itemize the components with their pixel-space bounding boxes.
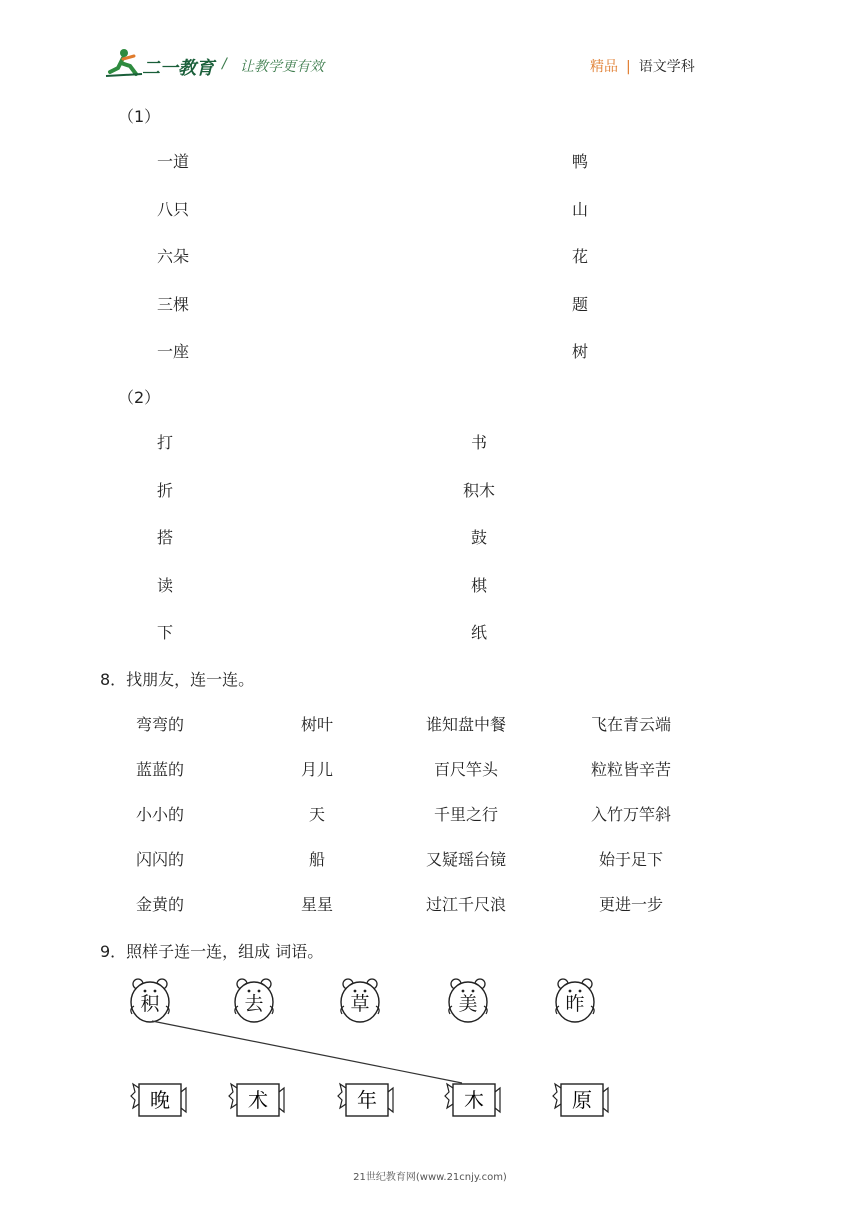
section2-right-item: 积木 [462, 480, 495, 500]
section1-right-item: 树 [572, 342, 589, 361]
hamster-char-card [556, 979, 594, 1022]
q8-col3-item: 百尺竿头 [433, 760, 498, 779]
top-char: 昨 [565, 993, 585, 1015]
q8-col1-item: 小小的 [135, 805, 184, 824]
q8-col4-item: 入竹万竿斜 [590, 805, 671, 824]
q8-col2-item: 船 [308, 850, 325, 869]
q8-col2-item: 树叶 [300, 715, 333, 734]
q8-col3-item: 又疑瑶台镜 [425, 850, 506, 869]
scroll-char-card [338, 1084, 393, 1116]
subject-label [590, 56, 695, 76]
hamster-char-card [341, 979, 379, 1022]
label-divider: | [626, 59, 631, 75]
bottom-char: 晚 [150, 1088, 170, 1112]
section1-right-item: 题 [572, 294, 589, 314]
q8-col2-item: 星星 [300, 895, 333, 914]
section1-right-item: 鸭 [572, 152, 589, 171]
section2-left-item: 折 [157, 480, 174, 500]
question9-title: 9．照样子连一连，组成 词语。 [100, 942, 324, 961]
question8-title: 8．找朋友，连一连。 [100, 670, 255, 689]
runner-logo-icon [104, 46, 144, 80]
q8-col4-item: 飞在青云端 [590, 715, 671, 734]
q8-col3-item: 谁知盘中餐 [425, 715, 506, 734]
q8-col2-item: 天 [308, 805, 325, 824]
section2-left-item: 打 [157, 433, 174, 452]
logo-text: 二一教育 [142, 58, 214, 79]
example-connect-line [152, 1021, 462, 1083]
section2-label: （2） [118, 388, 161, 407]
q8-col3-item: 千里之行 [433, 805, 498, 824]
q8-col1-item: 蓝蓝的 [135, 760, 184, 779]
q8-col2-item: 月儿 [300, 760, 333, 779]
section2-right-item: 书 [470, 433, 487, 452]
section1-right-item: 花 [572, 247, 589, 266]
hamster-char-card [449, 979, 487, 1022]
scroll-char-card [131, 1084, 186, 1116]
section2-left-item: 读 [157, 575, 174, 595]
bottom-char: 木 [464, 1088, 484, 1112]
top-char: 去 [244, 993, 264, 1015]
section2-right-item: 纸 [470, 623, 487, 642]
q8-col4-item: 始于足下 [598, 850, 663, 869]
section1-right-item: 山 [572, 199, 589, 219]
slogan: 让教学更有效 [240, 59, 324, 75]
top-char: 积 [140, 993, 160, 1015]
top-char: 草 [350, 993, 370, 1015]
section1-left-item: 六朵 [157, 247, 190, 266]
q8-col1-item: 弯弯的 [135, 715, 184, 734]
section1-left-item: 三棵 [157, 294, 190, 314]
section2-left-item: 下 [157, 623, 174, 642]
q8-col3-item: 过江千尺浪 [425, 895, 506, 914]
hamster-char-card [235, 979, 273, 1022]
hamster-char-card [131, 979, 169, 1022]
q8-col1-item: 金黄的 [135, 895, 184, 914]
subject-name: 语文学科 [638, 59, 695, 75]
bottom-char: 原 [572, 1088, 592, 1112]
bottom-char: 术 [248, 1088, 268, 1112]
section2-right-item: 鼓 [470, 528, 487, 547]
section1-left-item: 一座 [157, 342, 190, 361]
scroll-char-card [553, 1084, 608, 1116]
section1-label: （1） [118, 107, 161, 126]
q8-col1-item: 闪闪的 [135, 850, 184, 869]
section2-right-item: 棋 [470, 575, 487, 595]
header-divider: / [222, 56, 227, 72]
question9-figure [0, 970, 860, 1130]
section1-left-item: 一道 [157, 152, 190, 171]
top-char: 美 [458, 993, 478, 1015]
section1-left-item: 八只 [157, 199, 190, 219]
footer-text: 21世纪教育网(www.21cnjy.com) [353, 1172, 507, 1183]
q8-col4-item: 更进一步 [598, 895, 663, 914]
scroll-char-card [229, 1084, 284, 1116]
q8-col4-item: 粒粒皆辛苦 [590, 760, 671, 779]
quality-tag: 精品 [590, 59, 618, 75]
header [0, 0, 860, 90]
bottom-char: 年 [357, 1088, 377, 1112]
scroll-char-card [445, 1084, 500, 1116]
section2-left-item: 搭 [157, 528, 174, 547]
